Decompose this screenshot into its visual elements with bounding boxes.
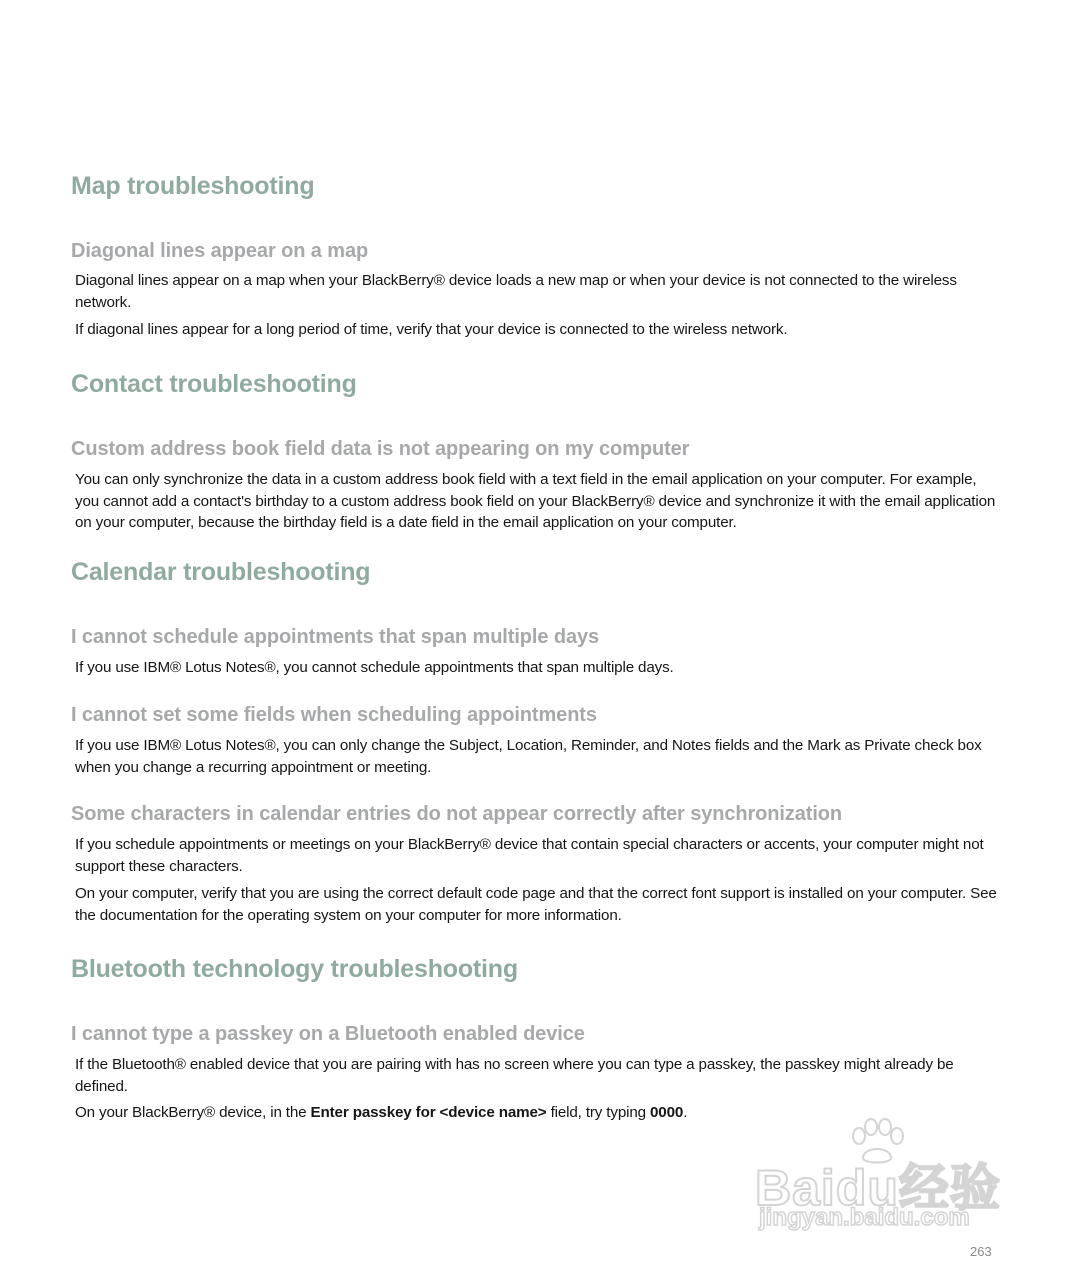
topic-heading-multi-day: I cannot schedule appointments that span multiple days [71,626,600,648]
topic-heading-set-fields: I cannot set some fields when scheduling appointments [71,704,597,726]
topic-heading-special-characters: Some characters in calendar entries do not appear correctly after synchronization [71,803,843,825]
topic-heading-custom-address-field: Custom address book field data is not appearing on my computer [71,438,690,460]
paragraph-code-page: On your computer, verify that you are using the correct default code page and that the correct font support is installed on your computer. See the documentation for the operating system on your computer for more information. [75,885,997,924]
topic-heading-passkey: I cannot type a passkey on a Bluetooth enabled device [71,1023,585,1045]
paragraph-passkey-defined: If the Bluetooth® enabled device that you are pairing with has no screen where you can type a passkey, the passkey might already be defined. [75,1056,954,1095]
baidu-jingyan-watermark [755,1118,1005,1236]
paragraph-custom-address-field: You can only synchronize the data in a custom address book field with a text field in the email application on your computer. For example, you cannot add a contact's birthday to a custom address book field on your BlackBerry® device and synchronize it with the email application on your computer, because the birthday field is a date field in the email application on your computer. [75,471,996,531]
paragraph-special-characters: If you schedule appointments or meetings on your BlackBerry® device that contain special characters or accents, your computer might not support these characters. [75,836,984,875]
section-heading-bluetooth: Bluetooth technology troubleshooting [71,955,518,983]
passkey-code: 0000 [650,1104,684,1121]
passkey-line-prefix: On your BlackBerry® device, in the [75,1104,311,1121]
topic-heading-diagonal-lines: Diagonal lines appear on a map [71,240,369,262]
paragraph-diagonal-lines-verify: If diagonal lines appear for a long period of time, verify that your device is connected to the wireless network. [75,321,788,338]
paragraph-multi-day: If you use IBM® Lotus Notes®, you cannot schedule appointments that span multiple days. [75,659,674,676]
passkey-line-middle: field, try typing [546,1104,651,1121]
watermark-logo-du: du [835,1160,899,1216]
watermark-url: jingyan.baidu.com [759,1204,970,1231]
watermark-logo-latin: Bai [755,1160,836,1216]
watermark-logo-cjk: 经验 [898,1160,1001,1216]
passkey-line-suffix: . [683,1104,688,1121]
page-number: 263 [970,1244,992,1259]
section-heading-map: Map troubleshooting [71,172,315,200]
section-heading-calendar: Calendar troubleshooting [71,558,371,586]
paragraph-diagonal-lines-cause: Diagonal lines appear on a map when your BlackBerry® device loads a new map or when your device is not connected to the wireless network. [75,272,957,311]
paragraph-set-fields: If you use IBM® Lotus Notes®, you can only change the Subject, Location, Reminder, and Notes fields and the Mark as Private check box when you change a recurring appointment or meeting. [75,737,982,776]
section-heading-contact: Contact troubleshooting [71,370,357,398]
passkey-field-name: Enter passkey for <device name> [310,1104,547,1121]
